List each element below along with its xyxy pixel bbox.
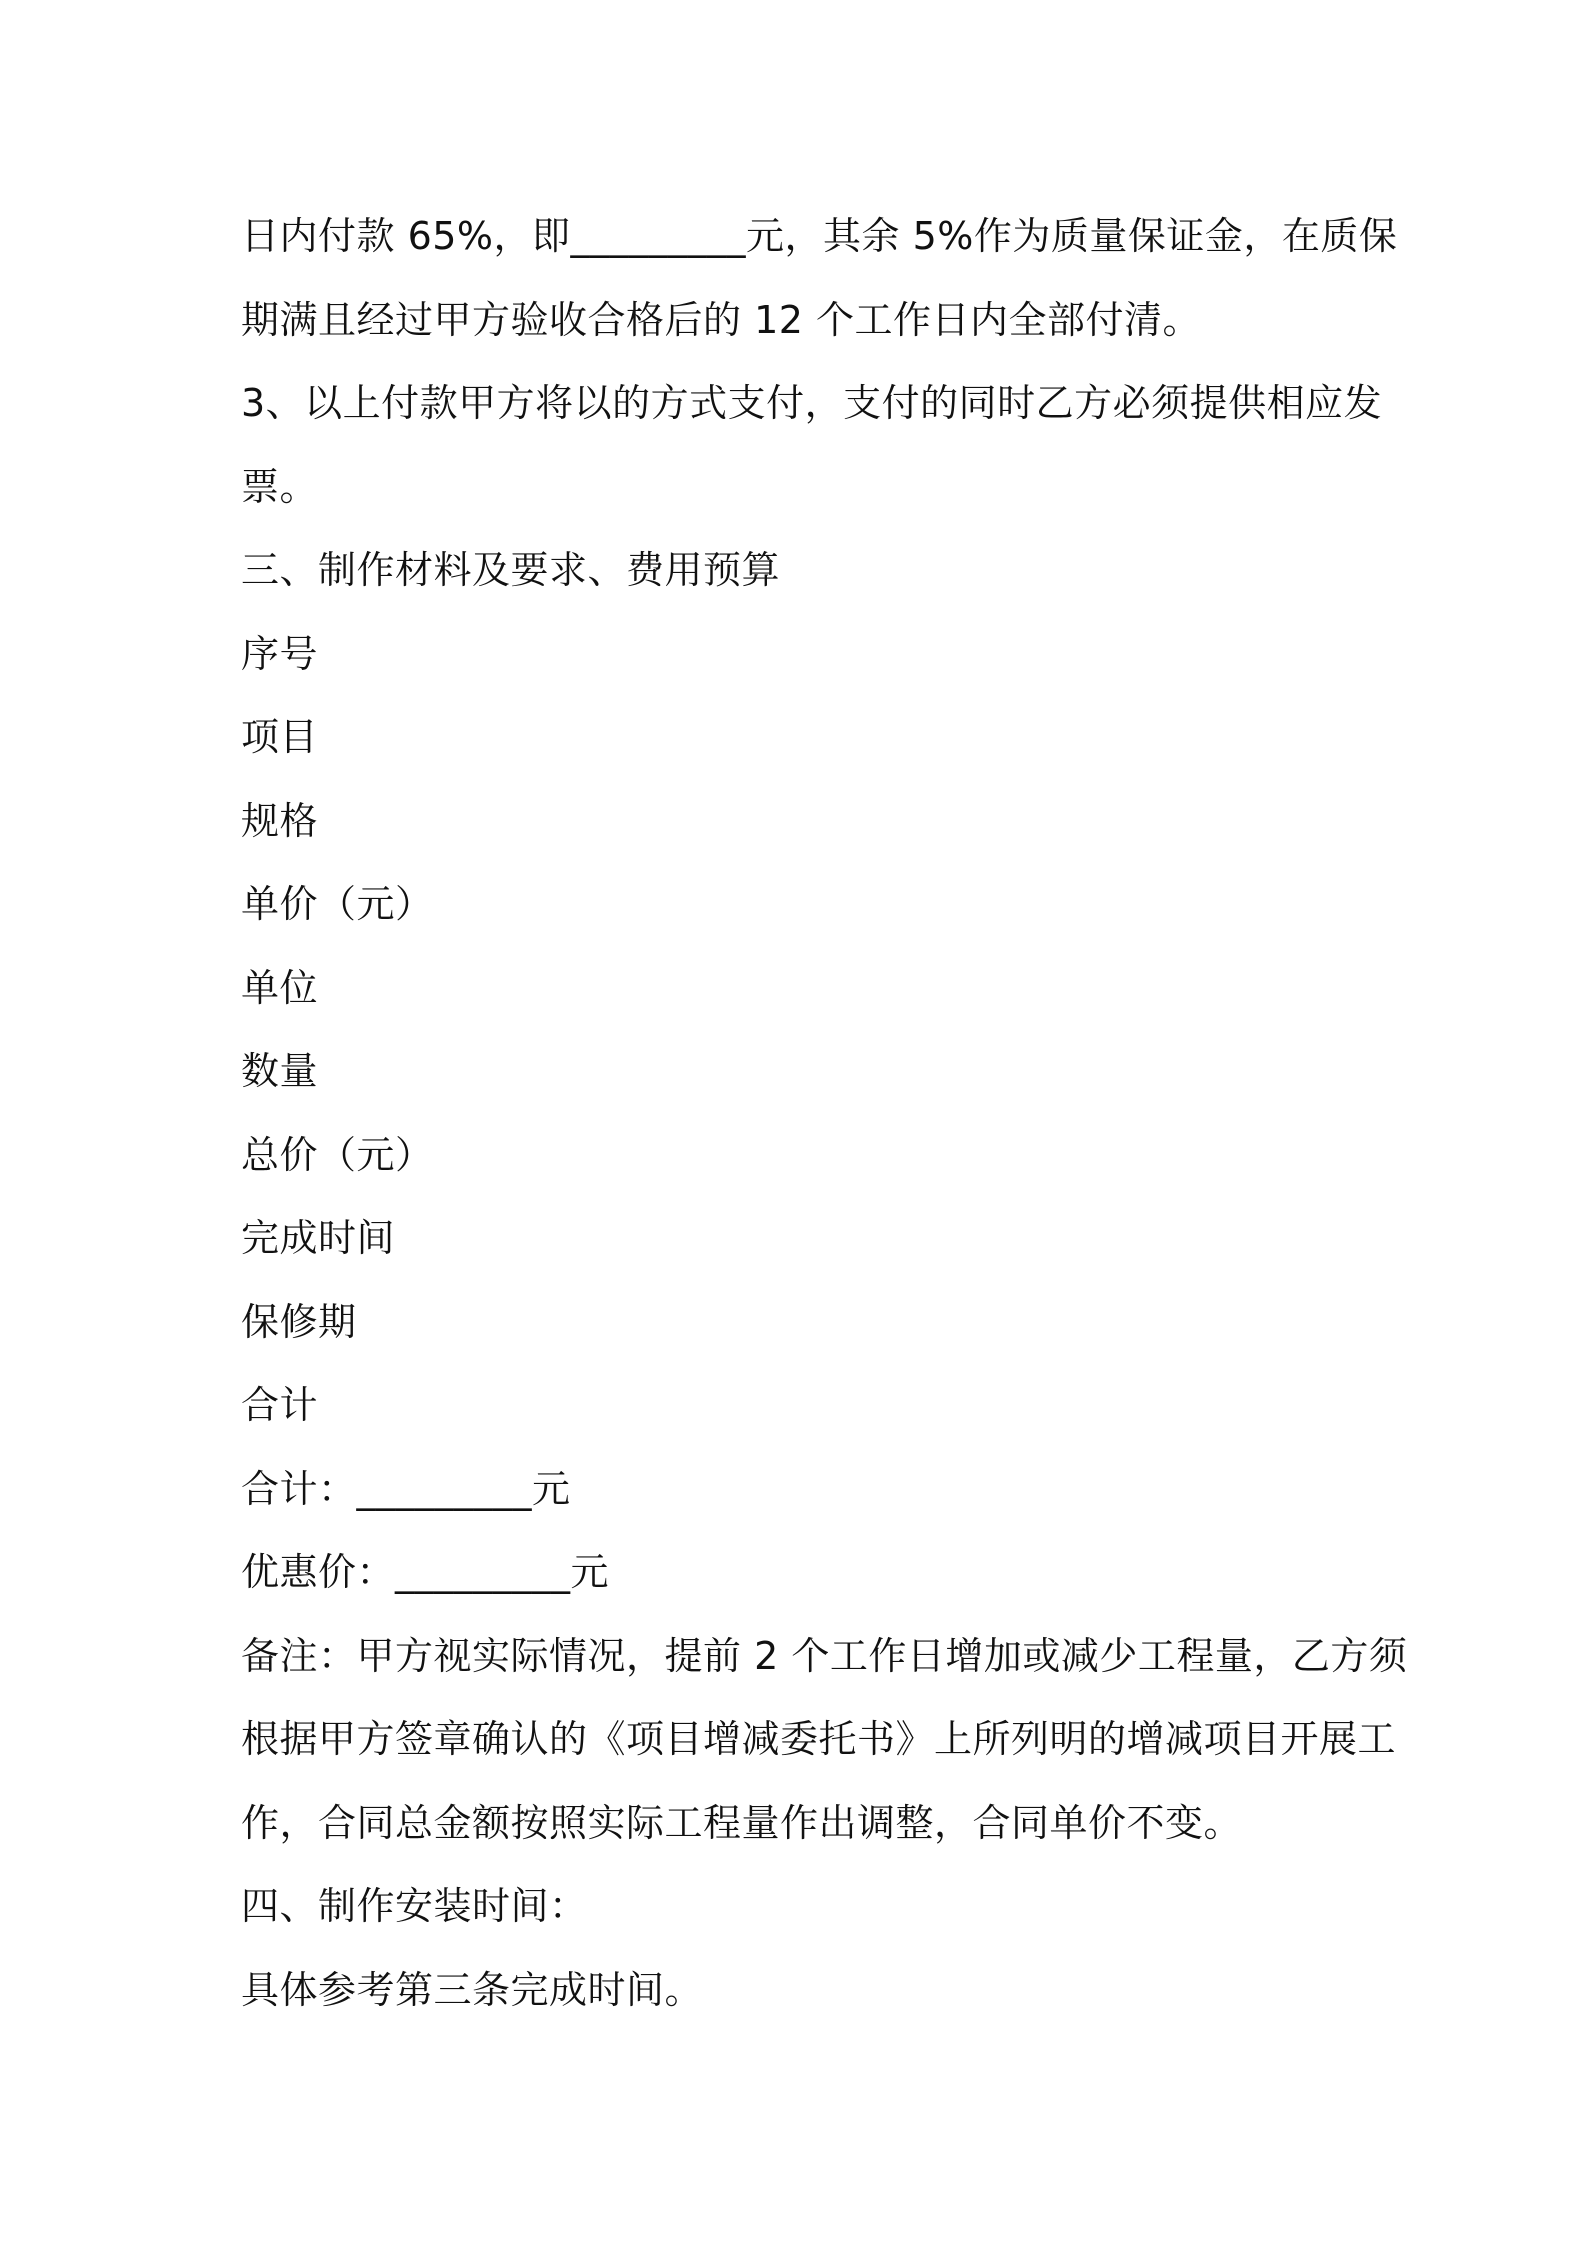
column-unit-price: 单价（元） [241, 882, 434, 926]
column-item: 项目 [241, 715, 319, 759]
payment-method-line-1: 3、以上付款甲方将以的方式支付，支付的同时乙方必须提供相应发 [241, 381, 1383, 425]
column-warranty-period: 保修期 [241, 1299, 357, 1344]
section-four-heading: 四、制作安装时间： [241, 1884, 588, 1928]
column-specification: 规格 [241, 798, 319, 843]
discount-price-field: 优惠价：_________元 [241, 1550, 610, 1594]
remark-line-2: 根据甲方签章确认的《项目增减委托书》上所列明的增减项目开展工 [241, 1717, 1397, 1761]
column-unit: 单位 [241, 965, 319, 1010]
section-three-heading: 三、制作材料及要求、费用预算 [241, 548, 781, 592]
row-total-label: 合计 [241, 1383, 319, 1427]
total-amount-field: 合计：_________元 [241, 1466, 571, 1511]
payment-terms-line-1: 日内付款 65%，即_________元，其余 5%作为质量保证金，在质保 [241, 214, 1398, 258]
remark-line-1: 备注：甲方视实际情况，提前 2 个工作日增加或减少工程量，乙方须 [241, 1633, 1408, 1678]
remark-line-3: 作，合同总金额按照实际工程量作出调整，合同单价不变。 [241, 1800, 1243, 1845]
column-total-price: 总价（元） [241, 1132, 434, 1177]
column-quantity: 数量 [241, 1049, 319, 1093]
payment-terms-line-2: 期满且经过甲方验收合格后的 12 个工作日内全部付清。 [241, 297, 1202, 342]
payment-method-line-2: 票。 [241, 464, 319, 509]
column-serial-number: 序号 [241, 631, 319, 676]
column-completion-time: 完成时间 [241, 1216, 396, 1260]
section-four-body: 具体参考第三条完成时间。 [241, 1967, 704, 2012]
document-body [241, 195, 1408, 2032]
